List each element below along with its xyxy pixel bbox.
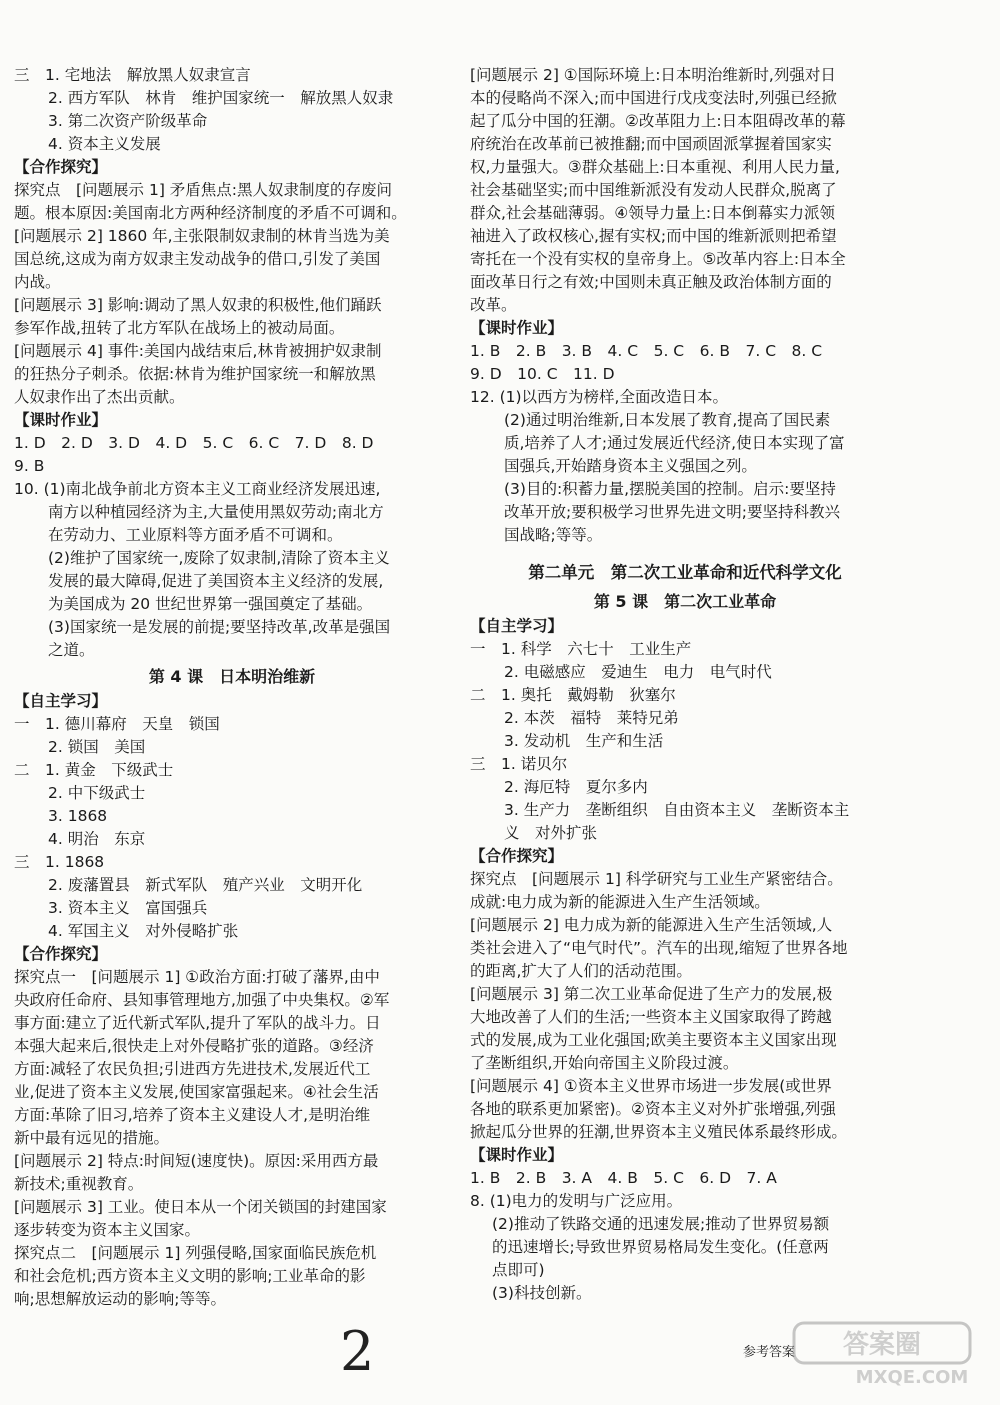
text-line: 起了瓜分中国的狂潮。②改革阻力上:日本阻碍改革的幕	[470, 112, 846, 130]
text-line: [问题展示 2] 特点:时间短(速度快)。原因:采用西方最	[14, 1152, 379, 1170]
text-line: 的迅速增长;导致世界贸易格局发生变化。(任意两	[492, 1238, 829, 1256]
footer-label: 参考答案	[743, 1345, 796, 1360]
text-line: 寄托在一个没有实权的皇帝身上。⑤改革内容上:日本全	[470, 250, 846, 268]
text-line: 面改革日行之有效;中国则未真正触及政治体制方面的	[470, 273, 832, 291]
text-line: 国总统,这成为南方奴隶主发动战争的借口,引发了美国	[14, 250, 381, 268]
text-line: 群众,社会基础薄弱。④领导力量上:日本倒幕实力派领	[470, 204, 836, 222]
watermark-logo	[792, 1321, 972, 1387]
lesson-title: 第 5 课 第二次工业革命	[593, 592, 777, 611]
text-line: 发展的最大障碍,促进了美国资本主义经济的发展,	[48, 572, 384, 590]
handwritten-page-mark: 2	[340, 1320, 375, 1383]
text-line: 10. (1)南北战争前北方资本主义工商业经济发展迅速,	[14, 480, 381, 498]
text-line: 新中最有远见的措施。	[14, 1129, 170, 1147]
text-line: 探究点 [问题展示 1] 矛盾焦点:黑人奴隶制度的存废问	[14, 181, 393, 199]
text-line: (2)通过明治维新,日本发展了教育,提高了国民素	[504, 411, 831, 429]
text-line: 本强大起来后,很快走上对外侵略扩张的道路。③经济	[14, 1037, 374, 1055]
text-line: (2)推动了铁路交通的迅速发展;推动了世界贸易额	[492, 1215, 830, 1233]
left-column	[14, 64, 450, 1311]
right-column	[470, 64, 900, 1305]
text-line: 为美国成为 20 世纪世界第一强国奠定了基础。	[48, 595, 373, 613]
text-line: 权,力量强大。③群众基础上:日本重视、利用人民力量,	[470, 158, 840, 176]
text-line: 9. B	[14, 457, 45, 475]
text-line: 成就:电力成为新的能源进入生产生活领域。	[470, 893, 770, 911]
text-line: 2. 西方军队 林肯 维护国家统一 解放黑人奴隶	[48, 89, 394, 107]
text-line: 题。根本原因:美国南北方两种经济制度的矛盾不可调和。	[14, 204, 407, 222]
text-line: [问题展示 4] ①资本主义世界市场进一步发展(或世界	[470, 1077, 832, 1095]
text-line: (3)目的:积蓄力量,摆脱美国的控制。启示:要坚持	[504, 480, 836, 498]
text-line: 3. 发动机 生产和生活	[504, 732, 664, 750]
text-line: (2)维护了国家统一,废除了奴隶制,清除了资本主义	[48, 549, 390, 567]
text-line: 在劳动力、工业原料等方面矛盾不可调和。	[48, 526, 343, 544]
text-line: 4. 明治 东京	[48, 830, 146, 848]
text-line: 之道。	[48, 641, 95, 659]
text-line: 类社会进入了“电气时代”。汽车的出现,缩短了世界各地	[470, 939, 848, 957]
text-line: 内战。	[14, 273, 61, 291]
section-heading: 【合作探究】	[470, 847, 564, 865]
text-line: 袖进入了政权核心,握有实权;而中国的维新派则把希望	[470, 227, 837, 245]
text-line: 的距离,扩大了人们的活动范围。	[470, 962, 692, 980]
text-line: 新技术;重视教育。	[14, 1175, 144, 1193]
text-line: 方面:革除了旧习,培养了资本主义建设人才,是明治维	[14, 1106, 371, 1124]
text-line: 府统治在改革前已被推翻;而中国顽固派掌握着国家实	[470, 135, 832, 153]
section-heading: 【课时作业】	[14, 411, 108, 429]
text-line: 社会基础坚实;而中国维新派没有发动人民群众,脱离了	[470, 181, 837, 199]
text-line: 一 1. 科学 六七十 工业生产	[470, 640, 692, 658]
svg-text:MXQE.COM: MXQE.COM	[855, 1367, 969, 1387]
text-line: 1. B 2. B 3. A 4. B 5. C 6. D 7. A	[470, 1169, 777, 1187]
text-line: [问题展示 3] 工业。使日本从一个闭关锁国的封建国家	[14, 1198, 387, 1216]
text-line: 南方以种植园经济为主,大量使用黑奴劳动;南北方	[48, 503, 384, 521]
text-line: 2. 废藩置县 新式军队 殖产兴业 文明开化	[48, 876, 363, 894]
text-line: 央政府任命府、县知事管理地方,加强了中央集权。②军	[14, 991, 390, 1009]
text-line: 各地的联系更加紧密)。②资本主义对外扩张增强,列强	[470, 1100, 836, 1118]
text-line: 4. 军国主义 对外侵略扩张	[48, 922, 239, 940]
text-line: 响;思想解放运动的影响;等等。	[14, 1290, 226, 1308]
text-line: 8. (1)电力的发明与广泛应用。	[470, 1192, 683, 1210]
text-line: 三 1. 1868	[14, 853, 105, 871]
text-line: 1. B 2. B 3. B 4. C 5. C 6. B 7. C 8. C	[470, 342, 823, 360]
text-line: 4. 资本主义发展	[48, 135, 161, 153]
text-line: 国战略;等等。	[504, 526, 603, 544]
section-heading: 【合作探究】	[14, 158, 108, 176]
text-line: 探究点二 [问题展示 1] 列强侵略,国家面临民族危机	[14, 1244, 377, 1262]
text-line: 人奴隶作出了杰出贡献。	[14, 388, 185, 406]
text-line: 本的侵略尚不深入;而中国进行戊戌变法时,列强已经掀	[470, 89, 837, 107]
text-line: 大地改善了人们的生活;一些资本主义国家取得了跨越	[470, 1008, 832, 1026]
text-line: [问题展示 3] 影响:调动了黑人奴隶的积极性,他们踊跃	[14, 296, 382, 314]
text-line: 2. 电磁感应 爱迪生 电力 电气时代	[504, 663, 772, 681]
text-line: [问题展示 4] 事件:美国内战结束后,林肯被拥护奴隶制	[14, 342, 382, 360]
text-line: 掀起瓜分世界的狂潮,世界资本主义殖民体系最终形成。	[470, 1123, 847, 1141]
section-heading: 【自主学习】	[14, 692, 108, 710]
text-line: (3)国家统一是发展的前提;要坚持改革,改革是强国	[48, 618, 391, 636]
text-line: 点即可)	[492, 1261, 545, 1279]
text-line: 3. 第二次资产阶级革命	[48, 112, 208, 130]
text-line: [问题展示 2] ①国际环境上:日本明治维新时,列强对日	[470, 66, 836, 84]
text-line: (3)科技创新。	[492, 1284, 592, 1302]
text-line: 义 对外扩张	[504, 824, 598, 842]
text-line: 2. 本茨 福特 莱特兄弟	[504, 709, 679, 727]
section-heading: 【合作探究】	[14, 945, 108, 963]
text-line: 改革开放;要积极学习世界先进文明;要坚持科教兴	[504, 503, 840, 521]
text-line: 3. 生产力 垄断组织 自由资本主义 垄断资本主	[504, 801, 850, 819]
text-line: 9. D 10. C 11. D	[470, 365, 615, 383]
svg-text:答案圈: 答案圈	[842, 1330, 922, 1360]
section-heading: 【自主学习】	[470, 617, 564, 635]
text-line: 1. D 2. D 3. D 4. D 5. C 6. C 7. D 8. D	[14, 434, 374, 452]
text-line: 12. (1)以西方为榜样,全面改造日本。	[470, 388, 728, 406]
text-line: 3. 1868	[48, 807, 108, 825]
text-line: 式的发展,成为工业化强国;欧美主要资本主义国家出现	[470, 1031, 837, 1049]
text-line: 和社会危机;西方资本主义文明的影响;工业革命的影	[14, 1267, 366, 1285]
text-line: [问题展示 2] 1860 年,主张限制奴隶制的林肯当选为美	[14, 227, 390, 245]
text-line: 三 1. 宅地法 解放黑人奴隶宣言	[14, 66, 251, 84]
text-line: 事方面:建立了近代新式军队,提升了军队的战斗力。日	[14, 1014, 381, 1032]
text-line: 探究点一 [问题展示 1] ①政治方面:打破了藩界,由中	[14, 968, 380, 986]
section-heading: 【课时作业】	[470, 1146, 564, 1164]
lesson-title: 第 4 课 日本明治维新	[148, 667, 316, 686]
text-line: 业,促进了资本主义发展,使国家富强起来。④社会生活	[14, 1083, 379, 1101]
text-line: [问题展示 2] 电力成为新的能源进入生产生活领域,人	[470, 916, 833, 934]
text-line: 二 1. 黄金 下级武士	[14, 761, 174, 779]
text-line: 三 1. 诺贝尔	[470, 755, 568, 773]
text-line: 3. 资本主义 富国强兵	[48, 899, 208, 917]
text-line: 国强兵,开始踏身资本主义强国之列。	[504, 457, 757, 475]
text-line: 2. 中下级武士	[48, 784, 146, 802]
text-line: 二 1. 奥托 戴姆勒 狄塞尔	[470, 686, 676, 704]
section-heading: 【课时作业】	[470, 319, 564, 337]
text-line: 质,培养了人才;通过发展近代经济,使日本实现了富	[504, 434, 845, 452]
text-line: 的狂热分子刺杀。依据:林肯为维护国家统一和解放黑	[14, 365, 376, 383]
text-line: [问题展示 3] 第二次工业革命促进了生产力的发展,极	[470, 985, 833, 1003]
text-line: 逐步转变为资本主义国家。	[14, 1221, 201, 1239]
text-line: 改革。	[470, 296, 517, 314]
unit-title: 第二单元 第二次工业革命和近代科学文化	[528, 563, 842, 582]
text-line: 2. 锁国 美国	[48, 738, 146, 756]
text-line: 一 1. 德川幕府 天皇 锁国	[14, 715, 220, 733]
text-line: 参军作战,扭转了北方军队在战场上的被动局面。	[14, 319, 345, 337]
text-line: 方面:减轻了农民负担;引进西方先进技术,发展近代工	[14, 1060, 371, 1078]
text-line: 了垄断组织,开始向帝国主义阶段过渡。	[470, 1054, 739, 1072]
text-line: 2. 海厄特 夏尔多内	[504, 778, 648, 796]
text-line: 探究点 [问题展示 1] 科学研究与工业生产紧密结合。	[470, 870, 843, 888]
